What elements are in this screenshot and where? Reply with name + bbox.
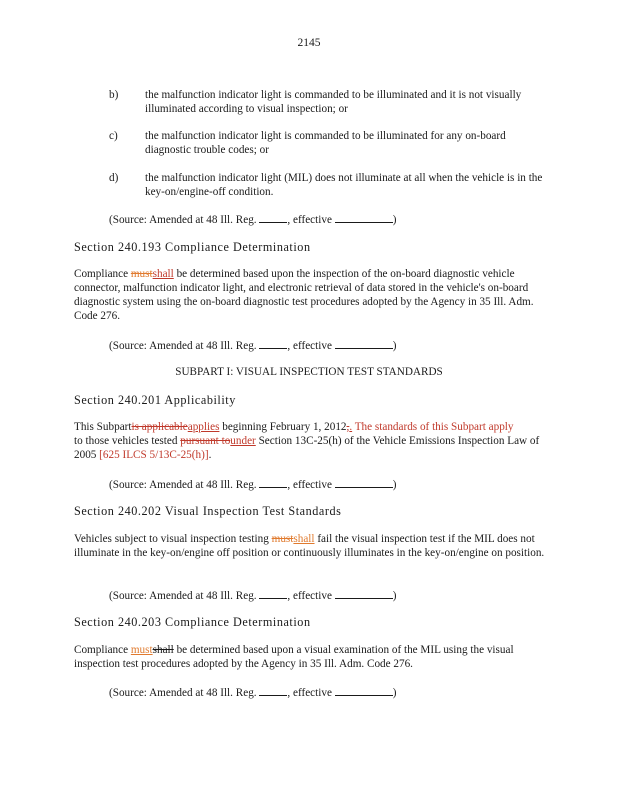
deleted-text: must xyxy=(271,533,294,545)
subpart-title: SUBPART I: VISUAL INSPECTION TEST STANDARDS xyxy=(175,366,443,378)
source-note: (Source: Amended at 48 Ill. Reg. , effective ) xyxy=(109,214,397,226)
list-item-label: c) xyxy=(109,130,118,142)
source-note: (Source: Amended at 48 Ill. Reg. , effective ) xyxy=(109,590,397,602)
section-paragraph: Compliance mustshall be determined based upon a visual examination of the MIL using the visual inspection test procedures adopted by the Agency in 35 Ill. Adm. Code 276. xyxy=(74,644,514,670)
blank-effective xyxy=(335,685,393,696)
inserted-text: under xyxy=(230,435,256,447)
list-item-text: the malfunction indicator light (MIL) does not illuminate at all when the vehicle is in the key-on/engine-off condition. xyxy=(145,172,543,198)
deleted-text: is applicable xyxy=(131,421,188,433)
section-heading: Section 240.193 Compliance Determination xyxy=(74,240,311,254)
inserted-text: shall xyxy=(152,268,174,280)
section-paragraph: This Subpartis applicableapplies beginning February 1, 2012,. The standards of this Subpart apply to those vehicles tested pursuant tounder Section 13C-25(h) of the Vehicle Emissions Inspection Law of 2005 [625 ILCS 5/13C-25(h)]. xyxy=(74,421,540,461)
inserted-text: The standards of this Subpart apply xyxy=(352,421,514,433)
source-note: (Source: Amended at 48 Ill. Reg. , effective ) xyxy=(109,340,397,352)
list-item-text: the malfunction indicator light is commanded to be illuminated and it is not visually illuminated according to visual inspection; or xyxy=(145,89,522,115)
list-item-text: the malfunction indicator light is commanded to be illuminated for any on-board diagnostic trouble codes; or xyxy=(145,130,506,156)
section-paragraph: Vehicles subject to visual inspection testing mustshall fail the visual inspection test if the MIL does not illuminate in the key-on/engine off position or continuously illuminates in the key-on/engine on position. xyxy=(74,533,545,559)
inserted-text: [625 ILCS 5/13C-25(h)] xyxy=(99,449,209,461)
section-heading: Section 240.201 Applicability xyxy=(74,393,236,407)
deleted-text: must xyxy=(130,268,153,280)
blank-register xyxy=(259,212,287,223)
inserted-text: must xyxy=(130,644,153,656)
blank-effective xyxy=(335,477,393,488)
blank-register xyxy=(259,685,287,696)
blank-effective xyxy=(335,588,393,599)
section-heading: Section 240.202 Visual Inspection Test Standards xyxy=(74,504,342,518)
blank-register xyxy=(259,477,287,488)
list-item-label: b) xyxy=(109,89,119,101)
page-number: 2145 xyxy=(297,37,321,49)
list-item-label: d) xyxy=(109,172,119,184)
blank-effective xyxy=(335,338,393,349)
deleted-text: shall xyxy=(152,644,174,656)
deleted-text: , xyxy=(346,421,350,433)
deleted-text: pursuant to xyxy=(180,435,231,447)
blank-effective xyxy=(335,212,393,223)
inserted-text: shall xyxy=(293,533,315,545)
blank-register xyxy=(259,338,287,349)
source-note: (Source: Amended at 48 Ill. Reg. , effective ) xyxy=(109,687,397,699)
section-heading: Section 240.203 Compliance Determination xyxy=(74,615,311,629)
source-note: (Source: Amended at 48 Ill. Reg. , effective ) xyxy=(109,479,397,491)
inserted-text: . xyxy=(349,421,353,433)
section-paragraph: Compliance mustshall be determined based upon the inspection of the on-board diagnostic vehicle connector, malfunction indicator light, and electronic retrieval of data stored in the vehicle's on-board diagnostic system using the on-board diagnostic test procedures adopted by the Agency in 35 Ill. Adm. Code 276. xyxy=(74,268,534,322)
blank-register xyxy=(259,588,287,599)
inserted-text: applies xyxy=(187,421,220,433)
